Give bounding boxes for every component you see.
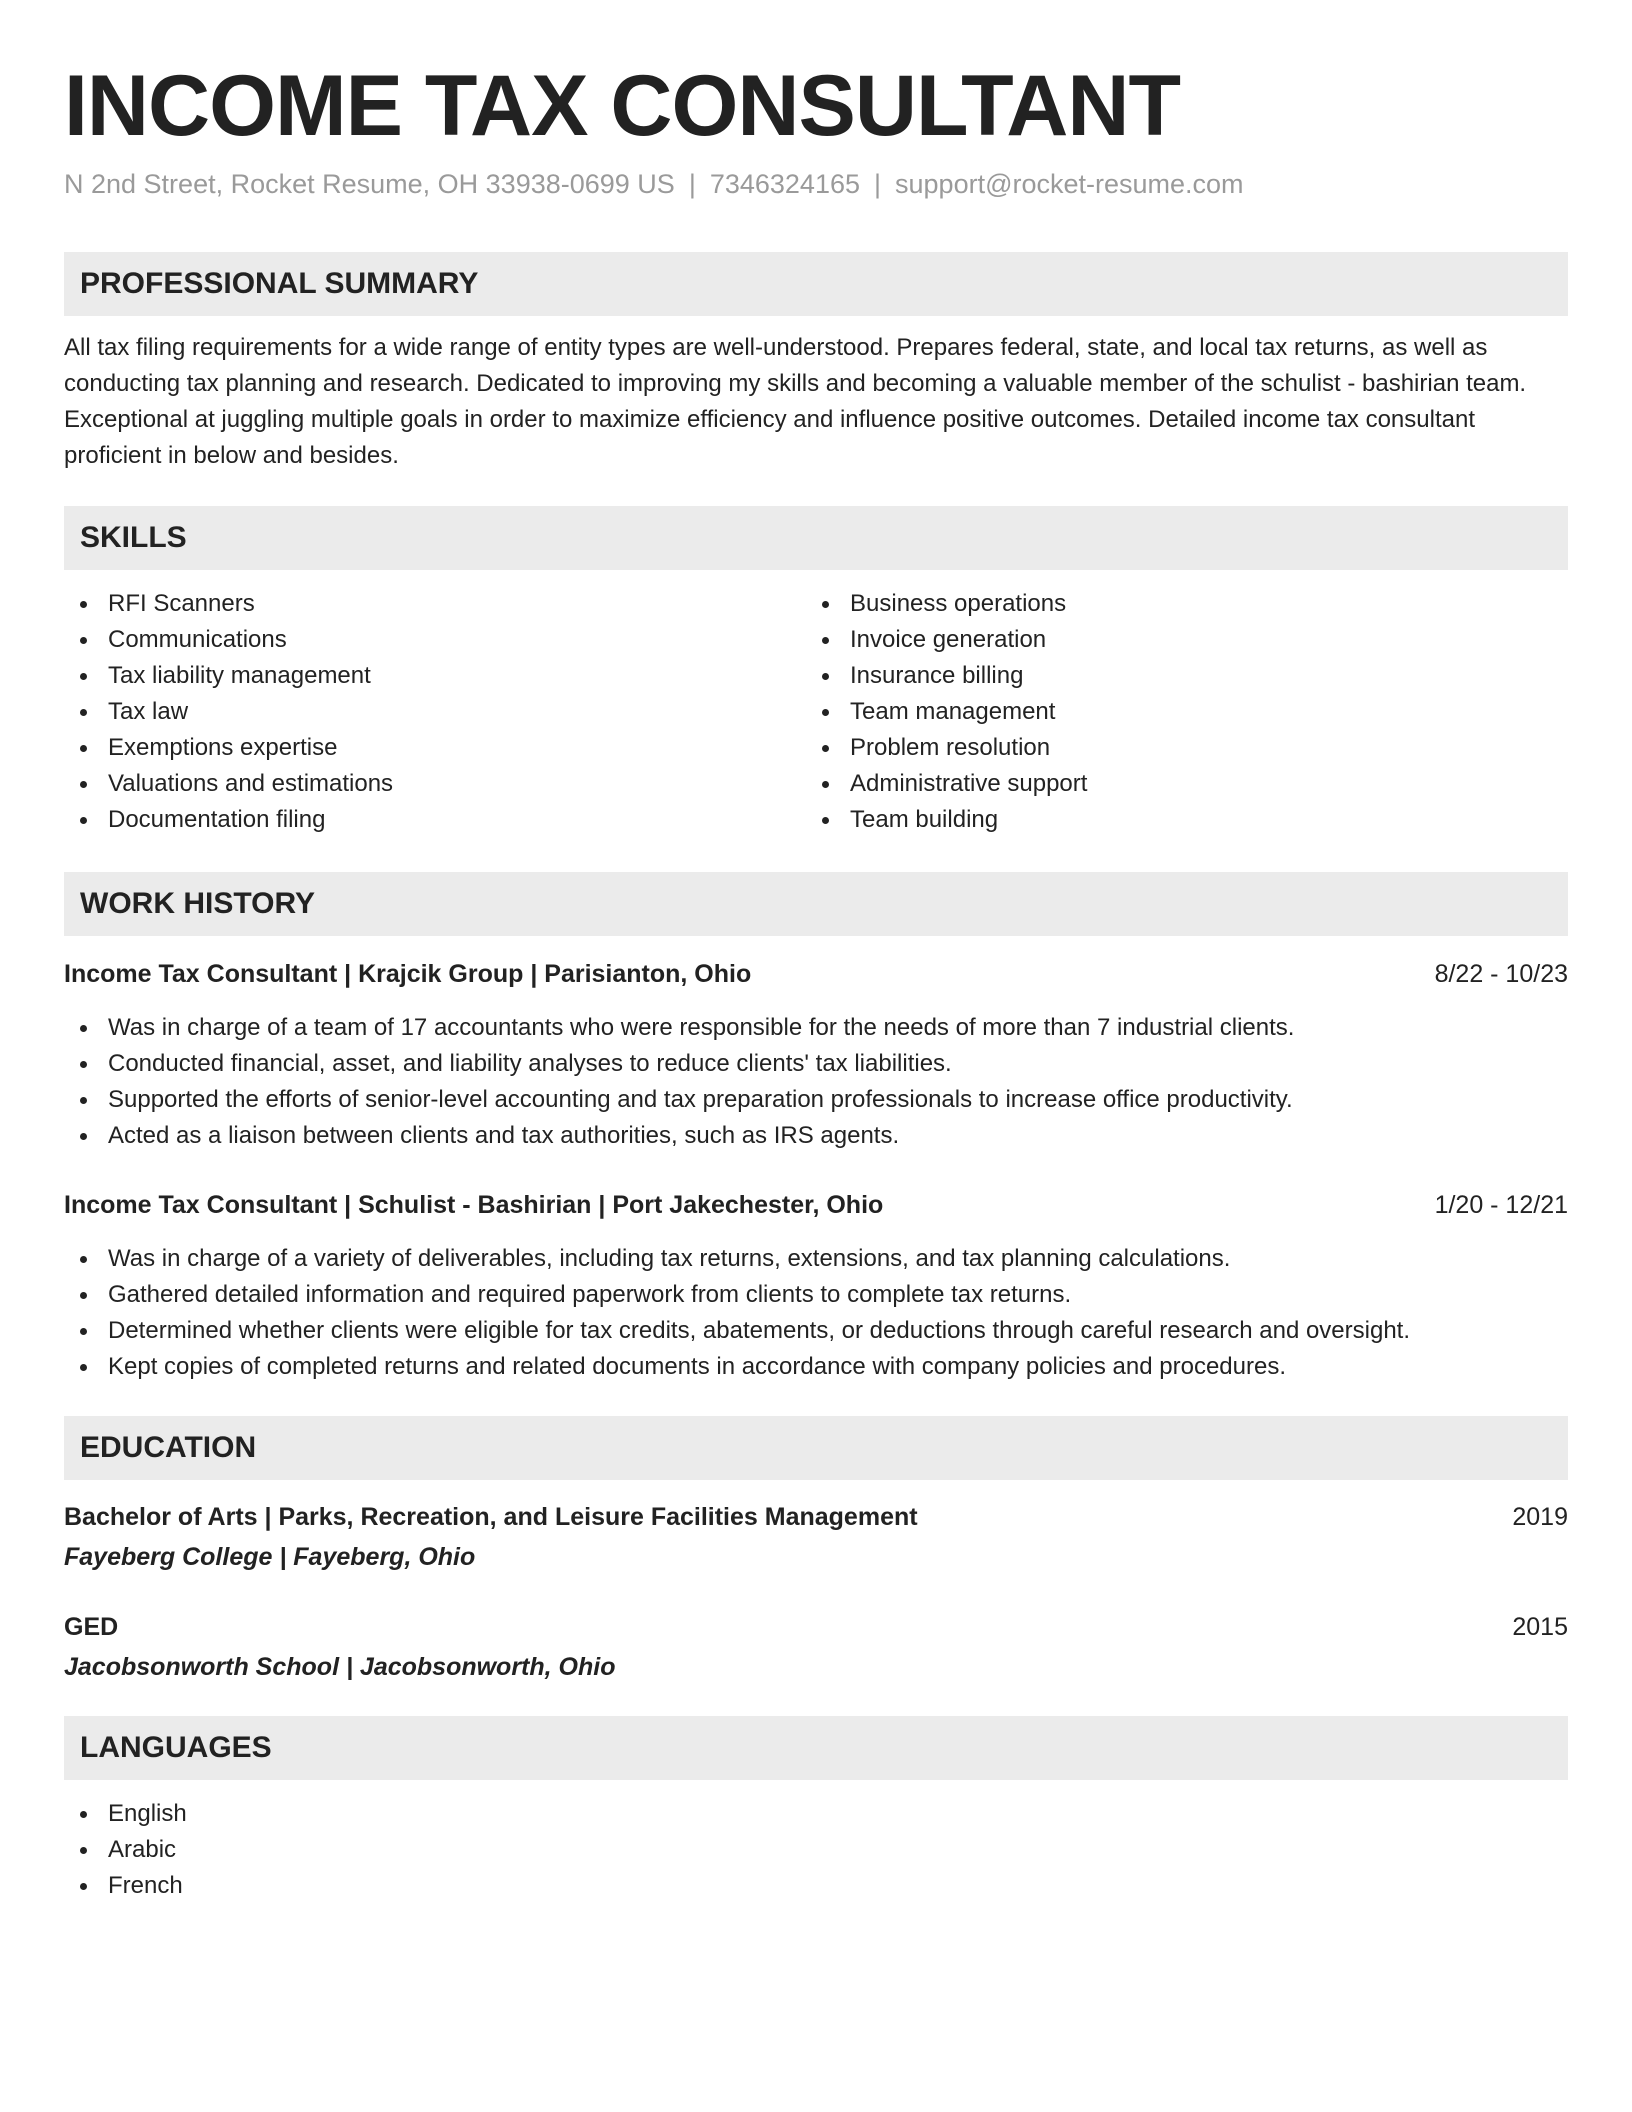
education-school: Fayeberg College | Fayeberg, Ohio: [64, 1543, 476, 1571]
skill-item: RFI Scanners: [64, 586, 804, 622]
skill-item: Tax liability management: [64, 658, 804, 694]
skill-item: Communications: [64, 622, 804, 658]
summary-heading: PROFESSIONAL SUMMARY: [80, 267, 479, 300]
skill-item: Team management: [806, 694, 1546, 730]
job-bullet: Was in charge of a team of 17 accountants who were responsible for the needs of more than 7 industrial clients.: [64, 1010, 1568, 1046]
language-item: Arabic: [64, 1832, 804, 1868]
skill-item: Insurance billing: [806, 658, 1546, 694]
contact-address: N 2nd Street, Rocket Resume, OH 33938-0699 US: [64, 169, 675, 199]
education-section-header: [64, 1416, 1568, 1480]
skills-list-right: [806, 586, 1546, 838]
job-title: Income Tax Consultant | Schulist - Bashirian | Port Jakechester, Ohio: [64, 1191, 884, 1219]
language-item: French: [64, 1868, 804, 1904]
job-bullet: Was in charge of a variety of deliverables, including tax returns, extensions, and tax planning calculations.: [64, 1241, 1568, 1277]
skill-item: Valuations and estimations: [64, 766, 804, 802]
contact-line: [64, 166, 1244, 202]
work-section-header: [64, 872, 1568, 936]
education-school: Jacobsonworth School | Jacobsonworth, Ohio: [64, 1653, 616, 1681]
candidate-name: INCOME TAX CONSULTANT: [64, 58, 1181, 154]
job-bullet: Kept copies of completed returns and related documents in accordance with company policies and procedures.: [64, 1349, 1568, 1385]
job-title: Income Tax Consultant | Krajcik Group | Parisianton, Ohio: [64, 960, 752, 988]
skill-item: Administrative support: [806, 766, 1546, 802]
job-bullet: Gathered detailed information and required paperwork from clients to complete tax returns.: [64, 1277, 1568, 1313]
education-degree: Bachelor of Arts | Parks, Recreation, and Leisure Facilities Management: [64, 1503, 918, 1531]
education-year: 2015: [1512, 1613, 1568, 1641]
job-bullet: Determined whether clients were eligible for tax credits, abatements, or deductions through careful research and oversight.: [64, 1313, 1568, 1349]
skill-item: Problem resolution: [806, 730, 1546, 766]
job-bullets: [64, 1010, 1568, 1154]
skill-item: Exemptions expertise: [64, 730, 804, 766]
job-bullet: Conducted financial, asset, and liability analyses to reduce clients' tax liabilities.: [64, 1046, 1568, 1082]
contact-email: support@rocket-resume.com: [895, 169, 1244, 199]
languages-list: [64, 1796, 804, 1904]
education-degree: GED: [64, 1613, 119, 1641]
skill-item: Tax law: [64, 694, 804, 730]
skill-item: Documentation filing: [64, 802, 804, 838]
summary-section-header: [64, 252, 1568, 316]
education-heading: EDUCATION: [80, 1431, 257, 1464]
job-dates: 1/20 - 12/21: [1434, 1191, 1568, 1219]
skill-item: Invoice generation: [806, 622, 1546, 658]
skills-section-header: [64, 506, 1568, 570]
skills-list-left: [64, 586, 804, 838]
education-year: 2019: [1512, 1503, 1568, 1531]
work-heading: WORK HISTORY: [80, 887, 316, 920]
job-bullet: Supported the efforts of senior-level accounting and tax preparation professionals to increase office productivity.: [64, 1082, 1568, 1118]
job-bullet: Acted as a liaison between clients and tax authorities, such as IRS agents.: [64, 1118, 1568, 1154]
contact-separator: |: [874, 169, 882, 199]
languages-section-header: [64, 1716, 1568, 1780]
skills-heading: SKILLS: [80, 521, 187, 554]
job-dates: 8/22 - 10/23: [1434, 960, 1568, 988]
language-item: English: [64, 1796, 804, 1832]
job-bullets: [64, 1241, 1568, 1385]
summary-text: All tax filing requirements for a wide range of entity types are well-understood. Prepares federal, state, and local tax returns, as well as conducting tax planning and research. Dedicated to improving my skills and becoming a valuable member of the schulist - bashirian team. Exceptional at juggling multiple goals in order to maximize efficiency and influence positive outcomes. Detailed income tax consultant proficient in below and besides.: [64, 334, 1527, 469]
skill-item: Business operations: [806, 586, 1546, 622]
contact-separator: |: [688, 169, 696, 199]
languages-heading: LANGUAGES: [80, 1731, 272, 1764]
skill-item: Team building: [806, 802, 1546, 838]
contact-phone: 7346324165: [709, 169, 860, 199]
